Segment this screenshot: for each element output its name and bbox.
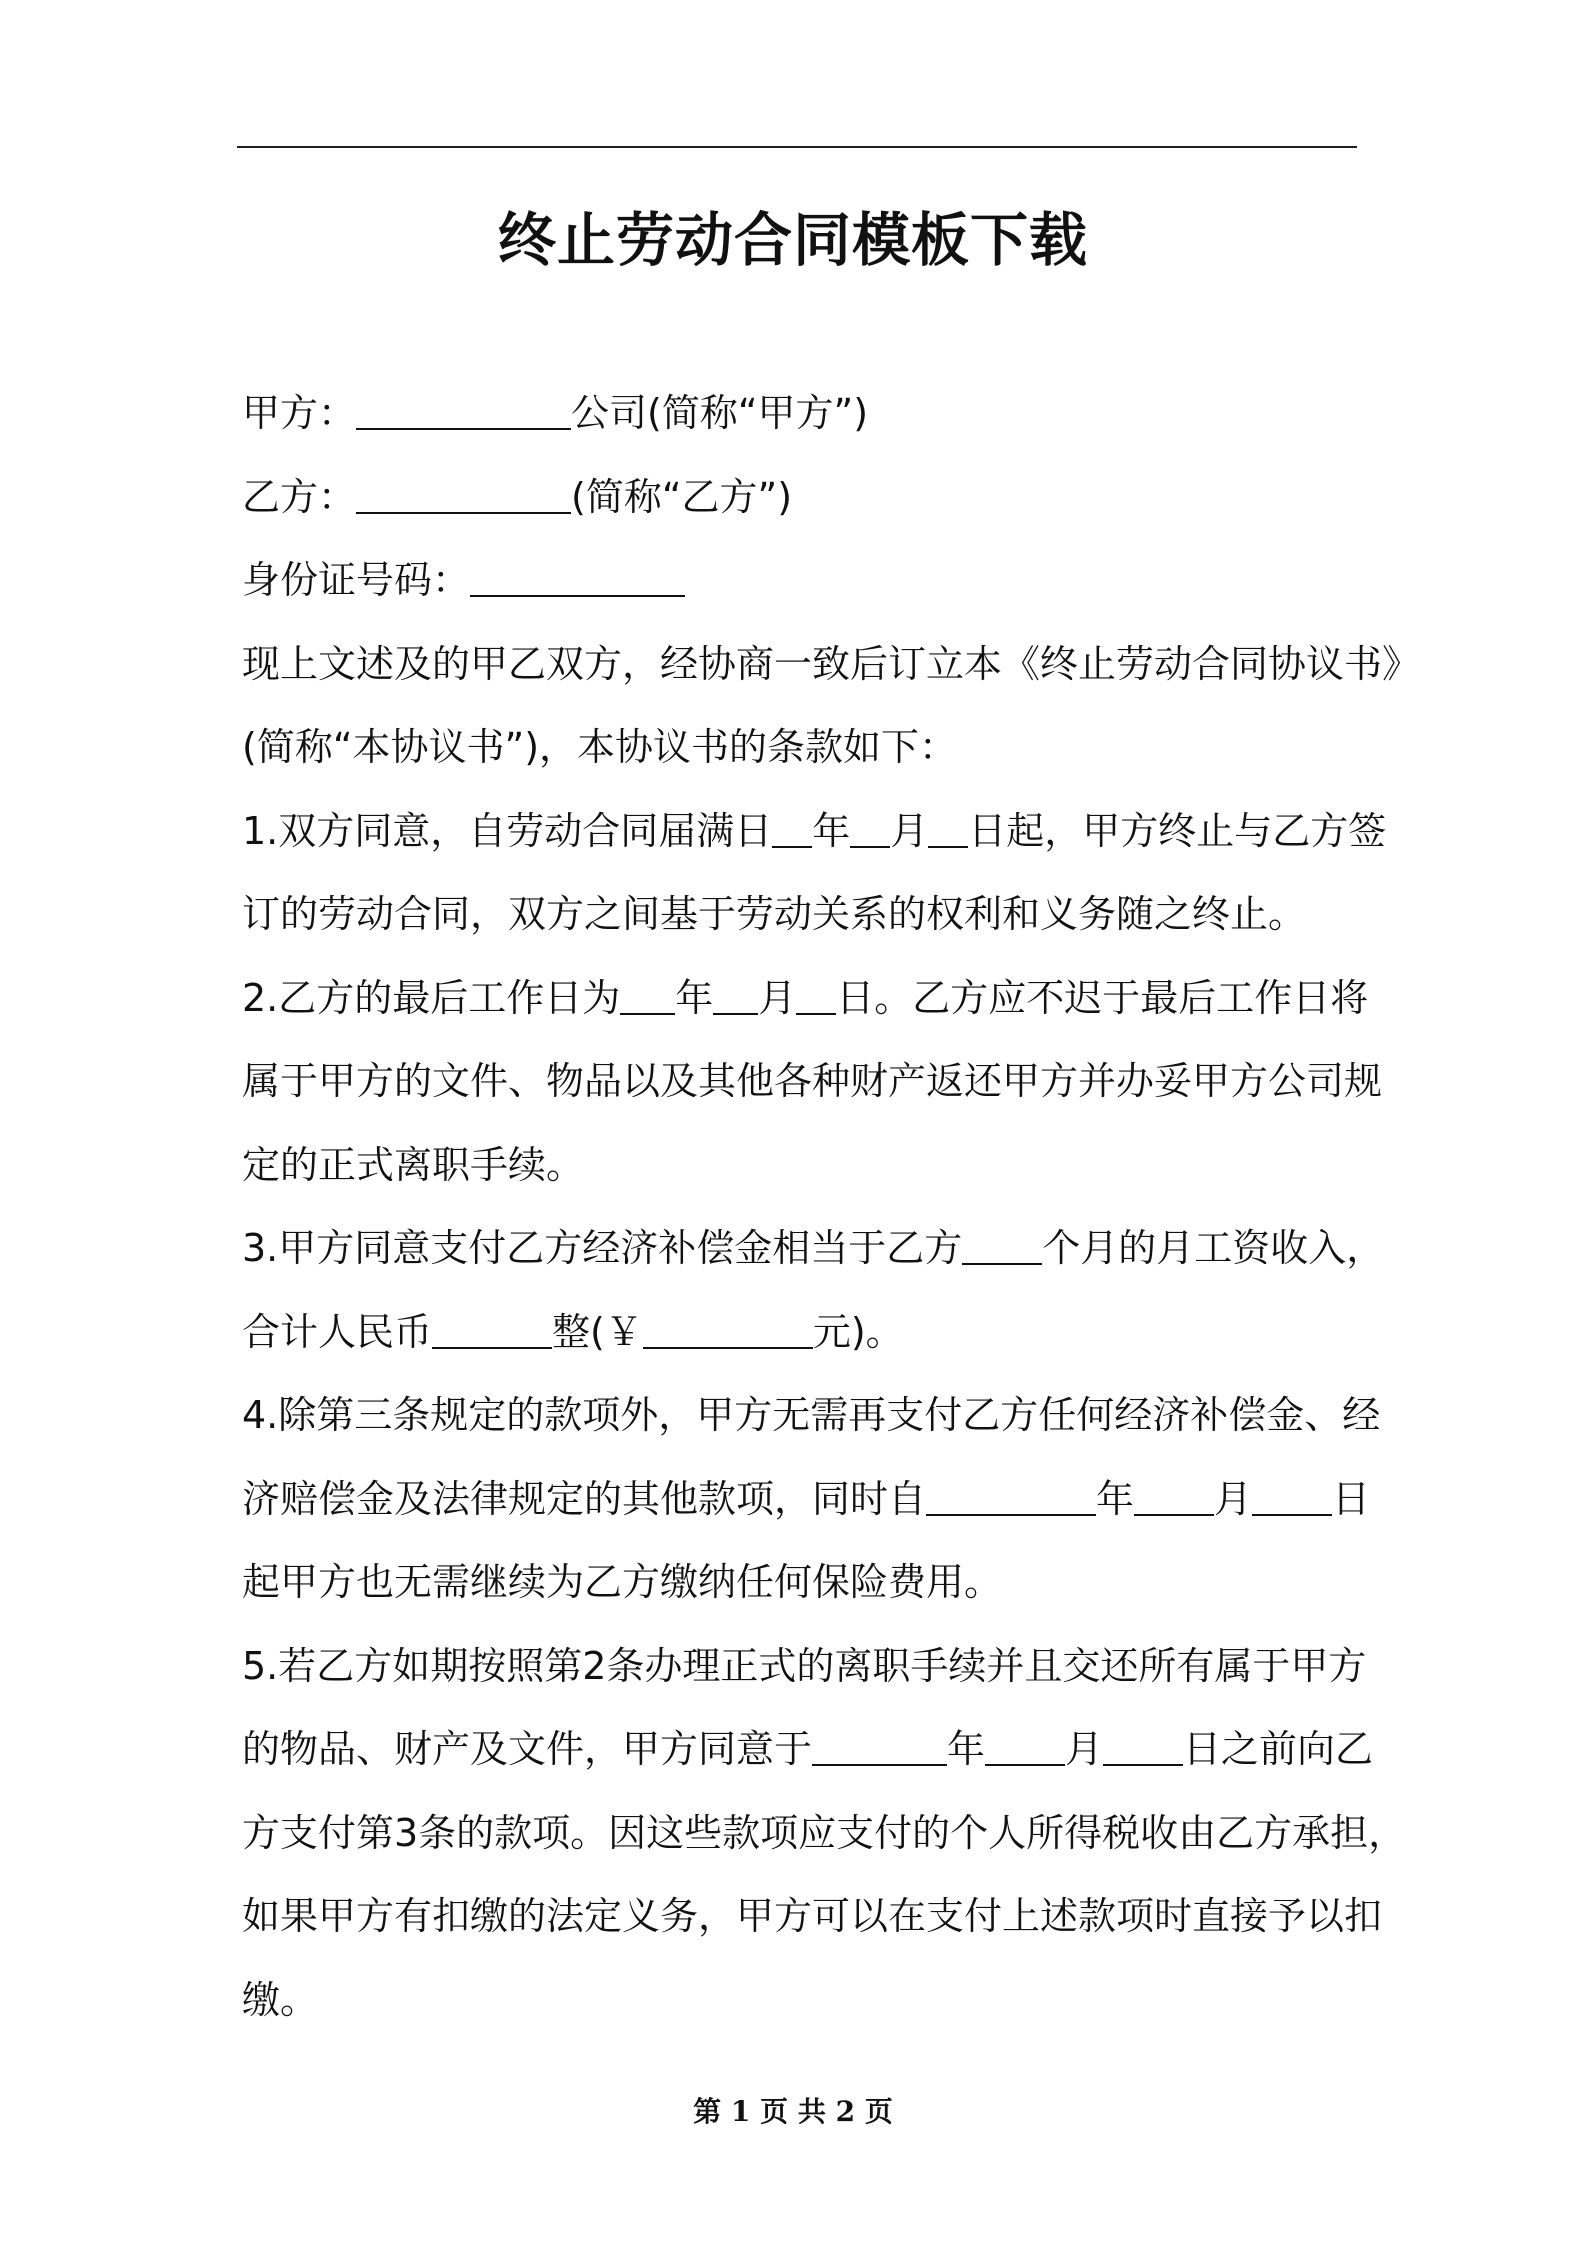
clause-2-line-1 xyxy=(242,957,1372,1041)
month-label: 月 xyxy=(890,808,929,853)
party-a-blank xyxy=(356,388,571,430)
rmb-amount-blank xyxy=(643,1307,813,1349)
intro-line-2: (简称“本协议书”)，本协议书的条款如下： xyxy=(242,725,958,769)
id-blank xyxy=(470,555,685,597)
month-blank xyxy=(985,1724,1065,1766)
clause-5-line-2 xyxy=(242,1708,1372,1792)
year-blank xyxy=(926,1474,1096,1516)
clause-5-line-3: 方支付第3条的款项。因这些款项应支付的个人所得税收由乙方承担， xyxy=(242,1810,1407,1855)
document-body xyxy=(242,372,1421,2042)
id-label: 身份证号码： xyxy=(242,558,471,602)
yuan-label: 元)。 xyxy=(812,1309,904,1354)
year-blank xyxy=(812,1724,947,1766)
year-label: 年 xyxy=(1096,1476,1135,1521)
clause-5-text-end: 日之前向乙 xyxy=(1183,1727,1374,1771)
month-blank xyxy=(1134,1474,1214,1516)
month-blank xyxy=(713,973,758,1015)
month-label: 月 xyxy=(758,975,797,1020)
clause-4-line-1: 4.除第三条规定的款项外，甲方无需再支付乙方任何经济补偿金、经 xyxy=(242,1393,1381,1437)
day-blank xyxy=(1252,1474,1332,1516)
party-b-line xyxy=(242,456,1372,540)
clause-4-text: 济赔偿金及法律规定的其他款项，同时自 xyxy=(242,1476,927,1521)
page-footer: 第 1 页 共 2 页 xyxy=(693,2095,893,2128)
party-b-blank xyxy=(356,472,571,514)
year-label: 年 xyxy=(675,975,714,1020)
clause-3-line-2 xyxy=(242,1291,1372,1375)
party-b-label: 乙方： xyxy=(242,474,357,519)
clause-1-text-end: 日起，甲方终止与乙方签 xyxy=(968,808,1387,853)
clause-3-text: 3.甲方同意支付乙方经济补偿金相当于乙方 xyxy=(242,1226,963,1270)
clause-5-text: 的物品、财产及文件，甲方同意于 xyxy=(242,1727,813,1771)
clause-4-line-3: 起甲方也无需继续为乙方缴纳任何保险费用。 xyxy=(242,1560,1003,1604)
clause-2-text-end: 日。乙方应不迟于最后工作日将 xyxy=(836,975,1369,1020)
month-blank xyxy=(850,806,890,848)
clause-1-text: 1.双方同意，自劳动合同届满日 xyxy=(242,808,773,853)
year-blank xyxy=(620,973,675,1015)
id-number-line xyxy=(242,539,1372,623)
rmb-words-blank xyxy=(432,1307,552,1349)
day-label: 日 xyxy=(1332,1476,1371,1521)
party-b-suffix: (简称“乙方”) xyxy=(571,474,793,519)
clause-2-text: 2.乙方的最后工作日为 xyxy=(242,975,621,1020)
clause-2-line-2: 属于甲方的文件、物品以及其他各种财产返还甲方并办妥甲方公司规 xyxy=(242,1059,1383,1103)
months-blank xyxy=(962,1223,1042,1265)
clause-5-line-4: 如果甲方有扣缴的法定义务，甲方可以在支付上述款项时直接予以扣 xyxy=(242,1894,1383,1938)
day-blank xyxy=(928,806,968,848)
clause-1-line-1 xyxy=(242,790,1387,874)
month-label: 月 xyxy=(1214,1476,1253,1521)
clause-2-line-3: 定的正式离职手续。 xyxy=(242,1142,585,1187)
rmb-label: 合计人民币 xyxy=(242,1309,433,1354)
clause-1-line-2: 订的劳动合同，双方之间基于劳动关系的权利和义务随之终止。 xyxy=(242,892,1307,936)
header-rule xyxy=(237,146,1357,148)
year-label: 年 xyxy=(812,808,851,853)
rmb-whole-label: 整(￥ xyxy=(552,1309,643,1354)
day-blank xyxy=(796,973,836,1015)
year-label: 年 xyxy=(947,1727,986,1771)
clause-5-line-1: 5.若乙方如期按照第2条办理正式的离职手续并且交还所有属于甲方 xyxy=(242,1643,1367,1688)
day-blank xyxy=(1103,1724,1183,1766)
party-a-line xyxy=(242,372,1372,456)
year-blank xyxy=(772,806,812,848)
party-a-label: 甲方： xyxy=(242,391,357,435)
clause-3-text-end: 个月的月工资收入， xyxy=(1042,1226,1385,1270)
clause-3-line-1 xyxy=(242,1207,1385,1291)
document-title: 终止劳动合同模板下载 xyxy=(497,206,1088,274)
intro-line-1: 现上文述及的甲乙双方，经协商一致后订立本《终止劳动合同协议书》 xyxy=(242,641,1421,686)
party-a-suffix: 公司(简称“甲方”) xyxy=(571,391,869,435)
month-label: 月 xyxy=(1065,1727,1104,1771)
clause-4-line-2 xyxy=(242,1458,1372,1542)
clause-5-line-5: 缴。 xyxy=(242,1977,319,2022)
